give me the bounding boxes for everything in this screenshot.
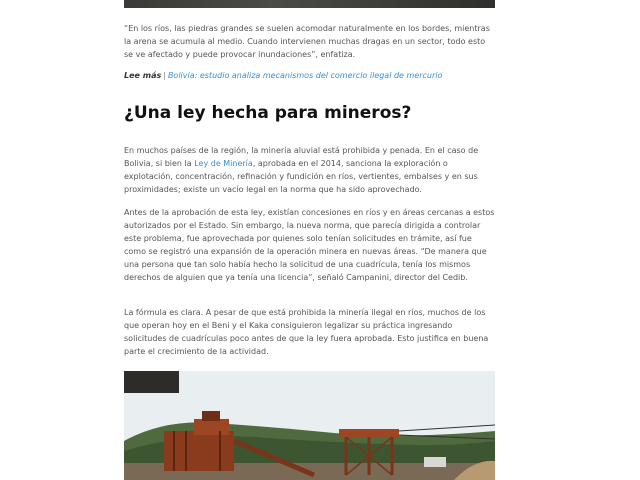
paragraph-mining-law-text-a: En muchos países de la región, la minería aluvial está prohibida y penada. En el caso de Bolivia, si bien la (124, 146, 479, 168)
quote-paragraph: “En los ríos, las piedras grandes se suelen acomodar naturalmente en los bordes, mientras la arena se acumula al medio. Cuando intervienen muchas dragas en un sector, todo esto se ve afectado y puede provocar inundaciones”, enfatiza. (124, 24, 490, 59)
read-more-line (124, 70, 496, 81)
read-more-label: Lee más (124, 71, 162, 80)
paragraph-concessions: Antes de la aprobación de esta ley, existían concesiones en ríos y en áreas cercanas a estos autorizados por el Estado. Sin embargo, la nueva norma, que parecía dirigida a controlar este problema, fue aprovechada por quienes solo tenían solicitudes en trámite, así fue como se registró una expansión de la operación minera en nuevas áreas. “De manera que una persona que tan solo había hecho la solicitud de una cuadrícula, tenía los mismos derechos de alguien que ya tenía una licencia”, señaló Campanini, director del Cedib. (124, 208, 495, 282)
paragraph-formula: La fórmula es clara. A pesar de que está prohibida la minería ilegal en ríos, muchos de los que operan hoy en el Beni y el Kaka consiguieron legalizar su práctica ingresando solicitudes de cuadrículas poco antes de que la ley fuera aprobada. Esto justifica en buena parte el crecimiento de la actividad. (124, 308, 489, 356)
section-heading: ¿Una ley hecha para mineros? (124, 103, 412, 123)
mining-dredge-illustration (124, 371, 495, 480)
paragraph-mining-law (124, 144, 496, 196)
read-more-separator: | (163, 71, 166, 80)
read-more-link[interactable]: Bolivia: estudio analiza mecanismos del comercio ilegal de mercurio (167, 71, 443, 80)
mining-dredge-photo (124, 371, 495, 480)
top-photo-edge (124, 0, 495, 8)
paragraph-mining-law-text-b: , aprobada en el 2014, sanciona la exploración o explotación, concentración, refinación y fundición en ríos, vertientes, embalses y en sus proximidades; existe un vacío legal en la norma que ha sido aprovechado. (124, 159, 478, 194)
ley-de-mineria-link[interactable]: Ley de Minería (194, 159, 253, 168)
